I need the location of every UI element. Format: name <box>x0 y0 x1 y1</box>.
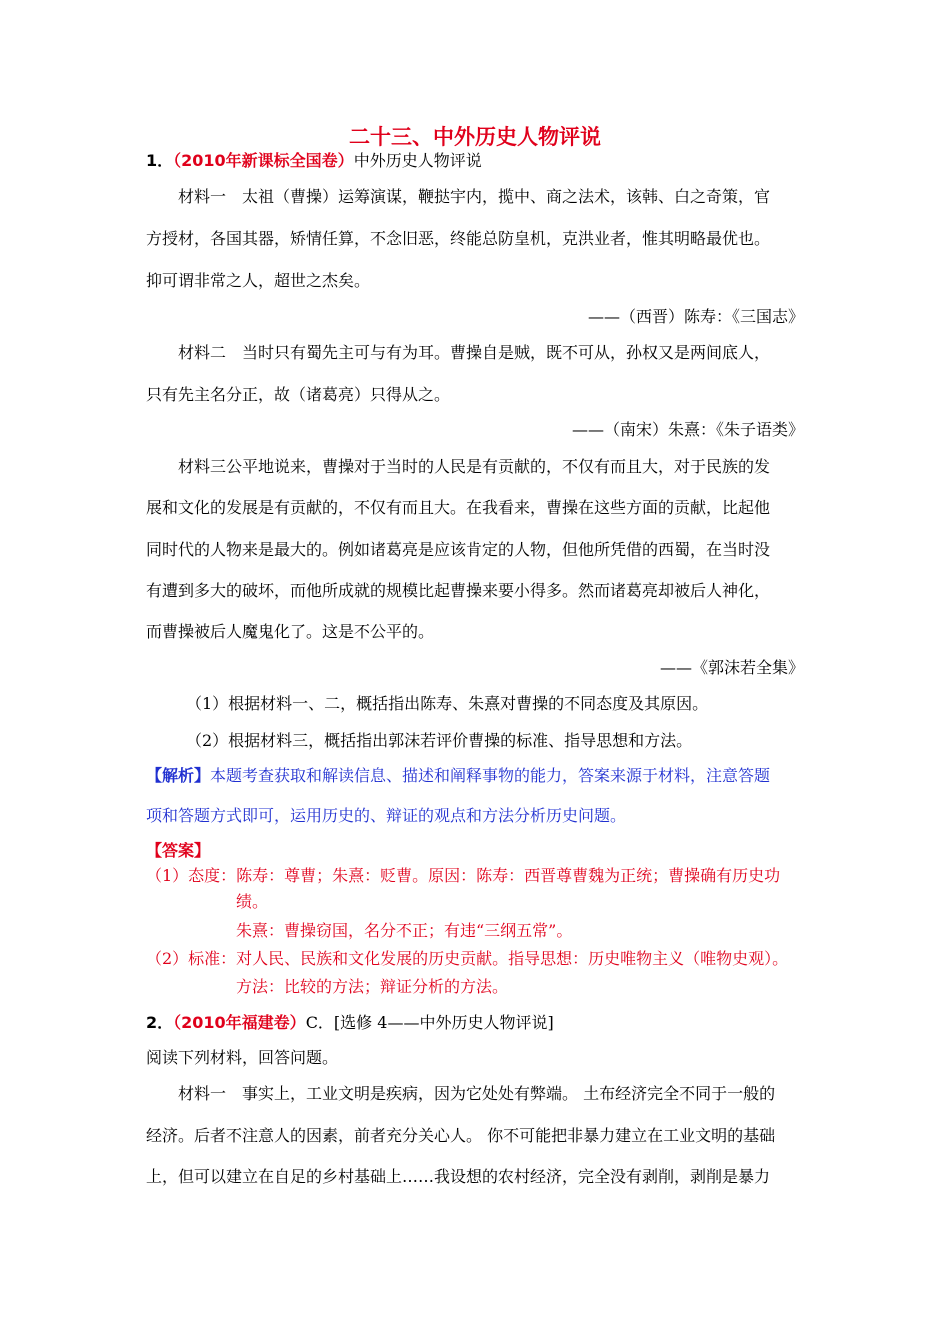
q2-material-1-line: 上，但可以建立在自足的乡村基础上……我设想的农村经济，完全没有剥削，剥削是暴力 <box>146 1167 771 1186</box>
q1-material-1-line: 材料一 太祖（曹操）运筹演谋，鞭挞宇内，揽中、商之法术，该韩、白之奇策，官 <box>178 187 771 206</box>
q1-subquestion: （2）根据材料三，概括指出郭沫若评价曹操的标准、指导思想和方法。 <box>186 731 693 750</box>
q1-material-3-line: 而曹操被后人魔鬼化了。这是不公平的。 <box>146 622 435 641</box>
question-2-source: （2010年福建卷） <box>173 1013 306 1032</box>
question-1-source: （2010年新课标全国卷） <box>173 151 354 170</box>
q2-intro: 阅读下列材料，回答问题。 <box>146 1048 339 1067</box>
q1-material-2-line: 材料二 当时只有蜀先主可与有为耳。曹操自是贼，既不可从，孙权又是两间底人， <box>178 343 771 362</box>
q2-material-1-line: 材料一 事实上，工业文明是疾病，因为它处处有弊端。 土布经济完全不同于一般的 <box>178 1084 776 1103</box>
q1-material-2-line: 只有先主名分正，故（诸葛亮）只得从之。 <box>146 385 451 404</box>
q1-answer-line: （2）标准：对人民、民族和文化发展的历史贡献。指导思想：历史唯物主义（唯物史观）。 <box>146 949 789 968</box>
q1-material-1-line: 抑可谓非常之人，超世之杰矣。 <box>146 271 371 290</box>
q1-answer-line: 朱熹：曹操窃国，名分不正；有违“三纲五常”。 <box>236 921 573 940</box>
q1-material-3-line: 同时代的人物来是最大的。例如诸葛亮是应该肯定的人物，但他所凭借的西蜀，在当时没 <box>146 540 771 559</box>
q1-analysis <box>146 765 770 787</box>
question-1-topic: 中外历史人物评说 <box>353 151 482 170</box>
q1-subquestion: （1）根据材料一、二，概括指出陈寿、朱熹对曹操的不同态度及其原因。 <box>186 694 709 713</box>
question-2-number: 2． <box>146 1013 174 1032</box>
answer-tag: 【答案】 <box>146 841 211 860</box>
page-title: 二十三、中外历史人物评说 <box>349 125 601 149</box>
q1-material-1-citation: ——（西晋）陈寿：《三国志》 <box>587 307 804 326</box>
q1-answer-line: （1）态度：陈寿：尊曹；朱熹：贬曹。原因：陈寿：西晋尊曹魏为正统；曹操确有历史功 <box>146 866 781 885</box>
q1-material-3-citation: ——《郭沫若全集》 <box>659 658 804 677</box>
q1-material-3-line: 材料三公平地说来，曹操对于当时的人民是有贡献的，不仅有而且大，对于民族的发 <box>178 457 771 476</box>
q1-answer-line: 绩。 <box>236 892 269 911</box>
q1-answer-line: 方法：比较的方法；辩证分析的方法。 <box>236 977 509 996</box>
q1-material-3-line: 展和文化的发展是有贡献的，不仅有而且大。在我看来，曹操在这些方面的贡献，比起他 <box>146 498 771 517</box>
q1-material-3-line: 有遭到多大的破坏，而他所成就的规模比起曹操来要小得多。然而诸葛亮却被后人神化， <box>146 581 771 600</box>
q1-material-2-citation: ——（南宋）朱熹：《朱子语类》 <box>571 420 804 439</box>
analysis-text: 本题考查获取和解读信息、描述和阐释事物的能力，答案来源于材料，注意答题 <box>210 766 771 785</box>
question-1-header <box>146 150 482 172</box>
question-1-number: 1． <box>146 151 174 170</box>
analysis-tag: 【解析】 <box>146 766 211 785</box>
q1-analysis-line: 项和答题方式即可，运用历史的、辩证的观点和方法分析历史问题。 <box>146 806 627 825</box>
q1-material-1-line: 方授材，各国其器，矫情任算，不念旧恶，终能总防皇机，克洪业者，惟其明略最优也。 <box>146 229 771 248</box>
q2-material-1-line: 经济。后者不注意人的因素，前者充分关心人。 你不可能把非暴力建立在工业文明的基础 <box>146 1126 776 1145</box>
question-2-topic: C．[选修 4——中外历史人物评说] <box>305 1013 554 1032</box>
question-2-header <box>146 1012 554 1034</box>
